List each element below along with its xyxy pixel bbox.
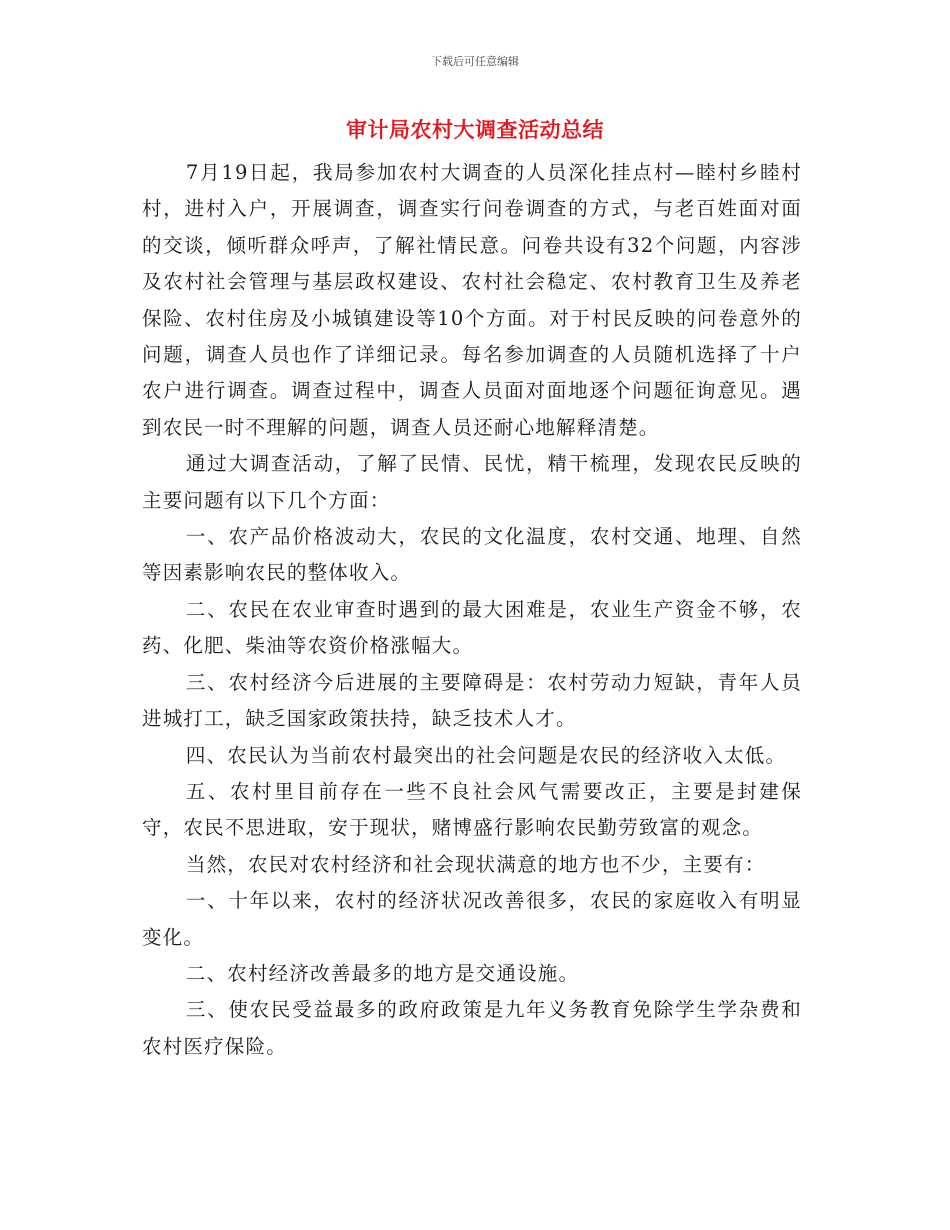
paragraph: 通过大调查活动，了解了民情、民忧，精干梳理，发现农民反映的主要问题有以下几个方面： [142,452,802,512]
paragraph: 四、农民认为当前农村最突出的社会问题是农民的经济收入太低。 [185,743,787,767]
paragraph: 三、农村经济今后进展的主要障碍是：农村劳动力短缺，青年人员进城打工，缺乏国家政策扶持，缺乏技术人才。 [142,670,802,731]
paragraph: 五、农村里目前存在一些不良社会风气需要改正，主要是封建保守，农民不思进取，安于现状，赌博盛行影响农民勤劳致富的观念。 [142,779,802,840]
document-body [142,155,802,1065]
paragraph: 三、使农民受益最多的政府政策是九年义务教育免除学生学杂费和农村医疗保险。 [142,998,802,1058]
paragraph: 一、农产品价格波动大，农民的文化温度，农村交通、地理、自然等因素影响农民的整体收入。 [142,525,802,585]
paragraph: 一、十年以来，农村的经济状况改善很多，农民的家庭收入有明显变化。 [142,889,802,949]
document-title: 审计局农村大调查活动总结 [346,118,604,142]
paragraph: 7月19日起，我局参加农村大调查的人员深化挂点村—睦村乡睦村村，进村入户，开展调查，调查实行问卷调查的方式，与老百姓面对面的交谈，倾听群众呼声，了解社情民意。问卷共设有32个问题，内容涉及农村社会管理与基层政权建设、农村社会稳定、农村教育卫生及养老保险、农村住房及小城镇建设等10个方面。对于村民反映的问卷意外的问题，调查人员也作了详细记录。每名参加调查的人员随机选择了十户农户进行调查。调查过程中，调查人员面对面地逐个问题征询意见。遇到农民一时不理解的问题，调查人员还耐心地解释清楚。 [142,161,802,439]
paragraph: 二、农民在农业审查时遇到的最大困难是，农业生产资金不够，农药、化肥、柴油等农资价格涨幅大。 [142,597,802,658]
paragraph: 当然，农民对农村经济和社会现状满意的地方也不少，主要有： [185,852,766,876]
paragraph: 二、农村经济改善最多的地方是交通设施。 [185,961,580,985]
page-header: 下载后可任意编辑 [431,55,519,68]
